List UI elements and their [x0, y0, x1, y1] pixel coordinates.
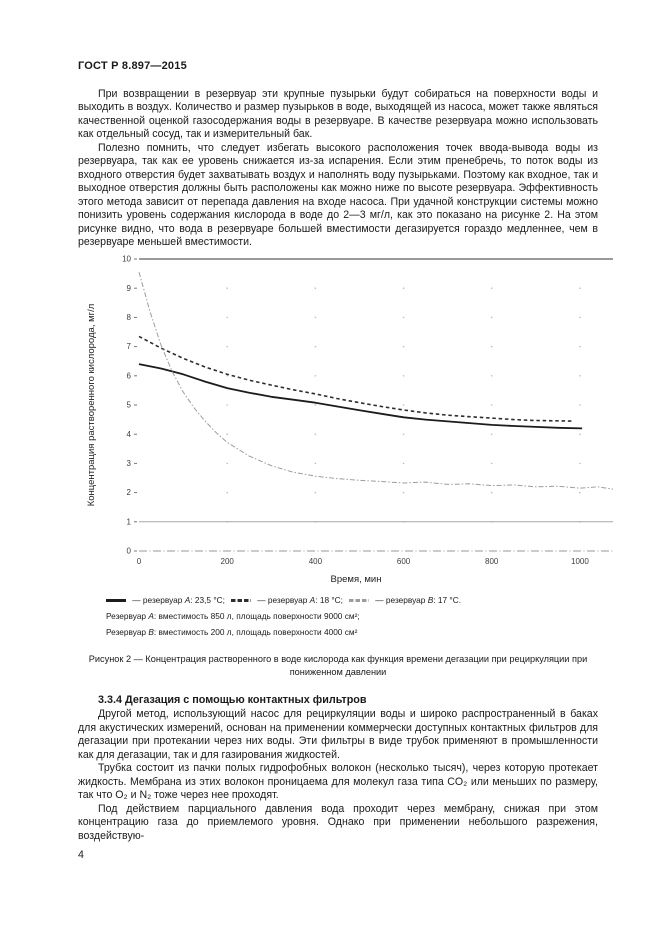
grid-dot	[226, 346, 228, 348]
figure-2-chart-area	[78, 251, 618, 589]
legend-note-line: Резервуар A: вместимость 850 л, площадь поверхности 9000 см²;	[106, 611, 360, 622]
grid-dot	[491, 288, 493, 290]
grid-dot	[579, 375, 581, 377]
grid-dot	[403, 288, 405, 290]
grid-dot	[491, 492, 493, 494]
document-header: ГОСТ Р 8.897—2015	[78, 60, 187, 72]
grid-dot	[403, 375, 405, 377]
grid-dot	[403, 317, 405, 319]
y-tick-label: 6	[126, 371, 131, 381]
grid-dot	[491, 405, 493, 407]
grid-dot	[226, 317, 228, 319]
grid-dot	[403, 434, 405, 436]
grid-dot	[579, 405, 581, 407]
y-tick-label: 7	[126, 342, 131, 352]
x-tick-label: 0	[136, 557, 142, 567]
paragraph: Под действием парциального давления вода проходит через мембрану, снижая при этом концентрацию газа до приемлемого уровня. Однако при применении небольшого разрежения, воздействую-	[78, 802, 598, 842]
y-tick-label: 4	[126, 430, 131, 440]
grid-dot	[403, 463, 405, 465]
grid-dot	[315, 463, 317, 465]
legend-line-sample	[349, 598, 369, 603]
y-tick-label: 10	[122, 255, 131, 265]
paragraph: При возвращении в резервуар эти крупные пузырьки будут собираться на поверхности воды и выходить в воздух. Количество и размер пузырьков в воде, выходящей из насоса, может также являться качественной оценкой газосодержания воды в резервуаре. В качестве резервуара можно использовать как отдельный сосуд, так и измерительный бак.	[78, 88, 598, 141]
legend-note-line: Резервуар B: вместимость 200 л, площадь поверхности 4000 см²	[106, 627, 358, 638]
grid-dot	[315, 492, 317, 494]
figure-legend-notes	[106, 608, 598, 640]
grid-dot	[226, 434, 228, 436]
x-tick-label: 600	[396, 557, 411, 567]
grid-dot	[403, 346, 405, 348]
x-tick-label: 800	[485, 557, 499, 567]
grid-dot	[579, 434, 581, 436]
figure-legend	[106, 595, 598, 605]
grid-dot	[579, 463, 581, 465]
grid-dot	[315, 375, 317, 377]
grid-dot	[491, 375, 493, 377]
grid-dot	[491, 463, 493, 465]
y-tick-label: 2	[126, 488, 131, 498]
x-axis-label: Время, мин	[330, 574, 382, 586]
grid-dot	[315, 346, 317, 348]
section-heading: 3.3.4 Дегазация с помощью контактных фильтров	[98, 694, 367, 707]
grid-dot	[315, 317, 317, 319]
x-tick-label: 1000	[571, 557, 589, 567]
figure-2	[78, 251, 598, 678]
grid-dot	[315, 434, 317, 436]
y-axis-label: Концентрация растворенного кислорода, мг/л	[86, 304, 97, 507]
legend-item-label: — резервуар B: 17 °С.	[372, 595, 462, 606]
grid-dot	[579, 492, 581, 494]
series-line-0	[139, 365, 582, 429]
legend-item	[349, 595, 461, 605]
y-tick-label: 0	[126, 547, 131, 557]
legend-item-label: — резервуар A: 18 °С;	[254, 595, 343, 606]
paragraph: Полезно помнить, что следует избегать высокого расположения точек ввода-вывода воды из резервуара, так как ее уровень снижается из-за испарения. Если этим пренебречь, то поток воды из входного отверстия будет захватывать воздух и наполнять воду пузырьками. Поэтому как входное, так и выходное отверстия должны быть расположены как можно ниже по высоте резервуара. Эффективность этого метода зависит от перепада давления на входе насоса. При удачной конструкции системы можно понизить уровень содержания кислорода в воде до 2—3 мг/л, как это показано на рисунке 2. На этом рисунке видно, что вода в резервуаре большей вместимости дегазируется гораздо медленнее, чем в резервуаре меньшей вместимости.	[78, 141, 598, 248]
paragraph: Трубка состоит из пачки полых гидрофобных волокон (несколько тысяч), через которую протекает жидкость. Мембрана из этих волокон проницаема для молекул газа типа CO₂ или меньших по размеру, так что O₂ и N₂ тоже через нее проходят.	[78, 762, 598, 802]
y-tick-label: 5	[126, 401, 131, 411]
grid-dot	[226, 463, 228, 465]
grid-dot	[315, 288, 317, 290]
grid-dot	[226, 405, 228, 407]
figure-caption: Рисунок 2 — Концентрация растворенного в воде кислорода как функция времени дегазации при рециркуляции при пониженном давлении	[88, 654, 588, 677]
legend-item-label: — резервуар A: 23,5 °С;	[130, 595, 225, 606]
y-tick-label: 8	[126, 313, 131, 323]
dissolved-oxygen-line-chart	[78, 251, 618, 589]
series-line-2	[139, 273, 613, 490]
y-tick-label: 9	[126, 284, 131, 294]
legend-item	[106, 595, 225, 605]
grid-dot	[226, 288, 228, 290]
y-tick-label: 1	[126, 517, 131, 527]
grid-dot	[491, 434, 493, 436]
grid-dot	[403, 492, 405, 494]
paragraph: Другой метод, использующий насос для рециркуляции воды и широко распространенный в баках для акустических измерений, основан на применении коммерчески доступных контактных фильтров для дегазации при протекании через них воды. Эти фильтры в виде трубок применяют в промышленности как для дегазации, так и для газирования жидкостей.	[78, 708, 598, 761]
grid-dot	[579, 288, 581, 290]
page-number: 4	[78, 848, 84, 861]
y-tick-label: 3	[126, 459, 131, 469]
grid-dot	[403, 405, 405, 407]
x-tick-label: 400	[308, 557, 323, 567]
grid-dot	[226, 492, 228, 494]
grid-dot	[579, 317, 581, 319]
grid-dot	[491, 346, 493, 348]
legend-item	[231, 595, 343, 605]
legend-line-sample	[106, 598, 126, 603]
grid-dot	[491, 317, 493, 319]
grid-dot	[579, 346, 581, 348]
x-tick-label: 200	[220, 557, 234, 567]
series-line-1	[139, 337, 573, 422]
grid-dot	[315, 405, 317, 407]
legend-line-sample	[231, 598, 251, 603]
